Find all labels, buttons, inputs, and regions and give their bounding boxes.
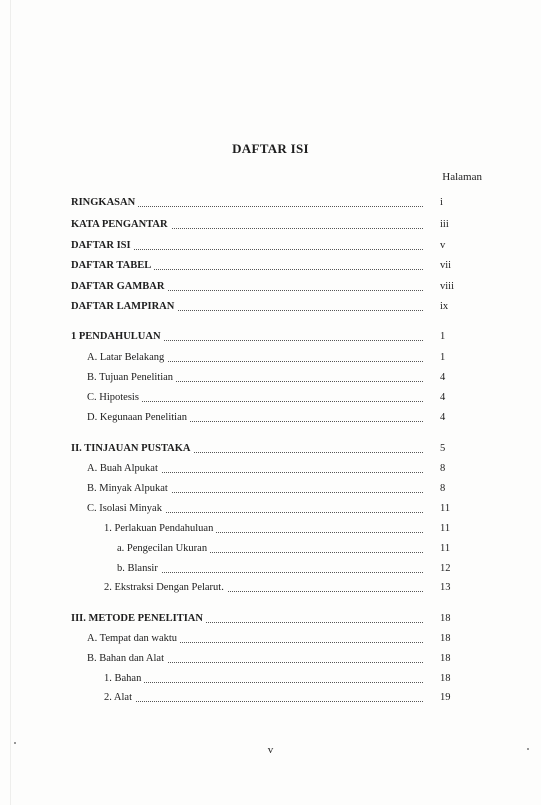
toc-entry [0,238,541,254]
toc-entry [0,390,541,406]
scan-speck [527,748,529,750]
toc-entry-page: 13 [440,582,451,593]
page-number-footer: v [267,744,274,756]
toc-entry [0,258,541,274]
toc-entry-label: 1. Perlakuan Pendahuluan [104,521,216,537]
toc-entry-label: A. Latar Belakang [87,350,167,366]
toc-entry-page: 18 [440,653,451,664]
toc-entry-page: 18 [440,673,451,684]
toc-entry-page: iii [440,219,449,230]
toc-entry-page: 1 [440,352,446,363]
toc-leader-dots [117,572,423,573]
toc-entry-page: 5 [440,443,446,454]
toc-entry [0,501,541,517]
toc-entry-page: viii [440,281,455,292]
toc-entry-page: 11 [440,503,451,514]
toc-entry-label: B. Tujuan Penelitian [87,370,176,386]
toc-entry [0,481,541,497]
toc-entry-page: vii [440,260,452,271]
toc-entry [0,329,541,345]
toc-leader-dots [104,682,423,683]
toc-entry-label: b. Blansir [117,561,161,577]
toc-entry-label: DAFTAR LAMPIRAN [71,299,177,315]
toc-entry-page: ix [440,301,449,312]
toc-entry-label: DAFTAR TABEL [71,258,154,274]
toc-entry-page: 4 [440,412,446,423]
toc-entry-page: 8 [440,483,446,494]
toc-entry [0,631,541,647]
toc-entry-page: 1 [440,331,446,342]
toc-entry [0,195,541,211]
toc-entry [0,521,541,537]
toc-entry-page: 18 [440,633,451,644]
toc-entry-page: 11 [440,543,451,554]
toc-entry [0,611,541,627]
page-title: DAFTAR ISI [232,141,309,156]
toc-entry-page: 4 [440,392,446,403]
toc-entry-label: B. Minyak Alpukat [87,481,171,497]
toc-entry-label: A. Buah Alpukat [87,461,161,477]
toc-entry [0,580,541,596]
toc-entry-label: II. TINJAUAN PUSTAKA [71,441,194,457]
toc-entry [0,561,541,577]
toc-entry-page: v [440,240,446,251]
toc-entry-label: D. Kegunaan Penelitian [87,410,190,426]
toc-entry [0,541,541,557]
toc-entry [0,350,541,366]
toc-entry [0,299,541,315]
toc-entry-label: 1. Bahan [104,671,144,687]
toc-entry-page: 12 [440,563,451,574]
toc-entry-page: 19 [440,692,451,703]
toc-entry [0,651,541,667]
toc-entry-label: RINGKASAN [71,195,138,211]
toc-entry-label: DAFTAR GAMBAR [71,279,167,295]
toc-entry-label: III. METODE PENELITIAN [71,611,206,627]
toc-entry [0,441,541,457]
toc-entry-page: i [440,197,443,208]
toc-entry [0,690,541,706]
toc-entry-label: 2. Alat [104,690,135,706]
toc-entry-label: C. Hipotesis [87,390,142,406]
toc-leader-dots [104,701,423,702]
column-header-halaman: Halaman [442,171,482,183]
toc-entry-label: C. Isolasi Minyak [87,501,165,517]
toc-entry-page: 11 [440,523,451,534]
toc-entry-label: 1 PENDAHULUAN [71,329,164,345]
toc-entry [0,461,541,477]
toc-entry [0,279,541,295]
toc-entry-label: a. Pengecilan Ukuran [117,541,210,557]
toc-entry-page: 8 [440,463,446,474]
toc-entry-label: A. Tempat dan waktu [87,631,180,647]
toc-entry [0,410,541,426]
scan-speck [14,742,16,744]
toc-entry [0,217,541,233]
toc-entry-label: DAFTAR ISI [71,238,134,254]
toc-entry-label: 2. Ekstraksi Dengan Pelarut. [104,580,227,596]
toc-entry-page: 18 [440,613,451,624]
toc-entry-page: 4 [440,372,446,383]
toc-entry-label: B. Bahan dan Alat [87,651,167,667]
toc-entry-label: KATA PENGANTAR [71,217,171,233]
toc-entry [0,370,541,386]
toc-entry [0,671,541,687]
